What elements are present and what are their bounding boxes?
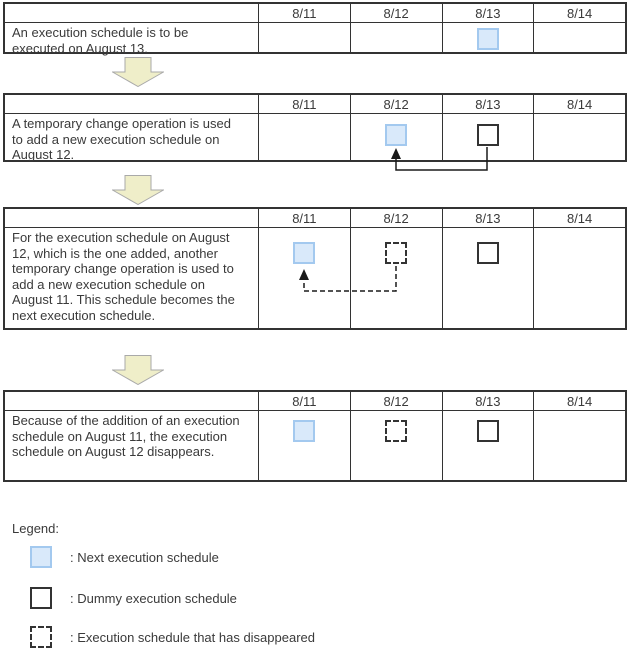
dummy-schedule-swatch	[30, 587, 52, 609]
dummy-schedule-marker	[477, 124, 499, 146]
date-header: 8/11	[258, 4, 350, 23]
step-description: An execution schedule is to be executed on August 13.	[12, 25, 189, 56]
date-header: 8/13	[442, 209, 534, 228]
date-header: 8/13	[442, 392, 534, 411]
schedule-cell	[258, 23, 350, 52]
dummy-schedule-marker	[477, 242, 499, 264]
next-schedule-marker	[477, 28, 499, 50]
schedule-cell	[533, 411, 625, 480]
schedule-cell	[258, 114, 350, 160]
down-arrow-icon	[112, 355, 164, 385]
next-schedule-marker	[385, 124, 407, 146]
legend-item-label: : Dummy execution schedule	[70, 590, 237, 606]
next-schedule-swatch	[30, 546, 52, 568]
disappeared-schedule-swatch	[30, 626, 52, 648]
next-schedule-marker	[293, 242, 315, 264]
date-header: 8/11	[258, 209, 350, 228]
legend-item-next	[30, 546, 219, 568]
down-arrow-icon	[112, 175, 164, 205]
schedule-table-step1	[3, 2, 627, 54]
schedule-table-step4	[3, 390, 627, 482]
schedule-cell	[350, 23, 442, 52]
date-header: 8/14	[533, 209, 625, 228]
date-header: 8/14	[533, 4, 625, 23]
date-header: 8/13	[442, 95, 534, 114]
next-schedule-marker	[293, 420, 315, 442]
schedule-table-step2	[3, 93, 627, 162]
date-header: 8/11	[258, 95, 350, 114]
corner-cell	[5, 209, 258, 228]
dummy-schedule-marker	[477, 420, 499, 442]
corner-cell	[5, 4, 258, 23]
corner-cell	[5, 392, 258, 411]
legend-item-disappeared	[30, 626, 315, 648]
schedule-cell	[533, 228, 625, 328]
date-header: 8/12	[350, 4, 442, 23]
schedule-cell	[350, 411, 442, 480]
legend-item-dummy	[30, 587, 237, 609]
connector-arrow-solid	[388, 144, 494, 174]
legend-item-label: : Next execution schedule	[70, 549, 219, 565]
connector-arrow-dashed	[296, 264, 402, 294]
step-description: Because of the addition of an execution schedule on August 11, the execution schedule on August 12 disappears.	[12, 413, 240, 459]
legend-title: Legend:	[12, 521, 59, 536]
schedule-cell	[442, 228, 534, 328]
step-description: For the execution schedule on August 12, which is the one added, another temporary change operation is used to add a new execution schedule on August 11. This schedule becomes the next execution schedule.	[12, 230, 235, 323]
date-header: 8/12	[350, 209, 442, 228]
date-header: 8/12	[350, 392, 442, 411]
schedule-cell	[533, 23, 625, 52]
date-header: 8/14	[533, 95, 625, 114]
date-header: 8/14	[533, 392, 625, 411]
disappeared-schedule-marker	[385, 420, 407, 442]
corner-cell	[5, 95, 258, 114]
step-description: A temporary change operation is used to add a new execution schedule on August 12.	[12, 116, 231, 162]
schedule-cell	[442, 23, 534, 52]
schedule-cell	[533, 114, 625, 160]
date-header: 8/12	[350, 95, 442, 114]
disappeared-schedule-marker	[385, 242, 407, 264]
schedule-cell	[258, 411, 350, 480]
date-header: 8/11	[258, 392, 350, 411]
schedule-cell	[442, 411, 534, 480]
date-header: 8/13	[442, 4, 534, 23]
legend-item-label: : Execution schedule that has disappeared	[70, 629, 316, 645]
down-arrow-icon	[112, 57, 164, 87]
